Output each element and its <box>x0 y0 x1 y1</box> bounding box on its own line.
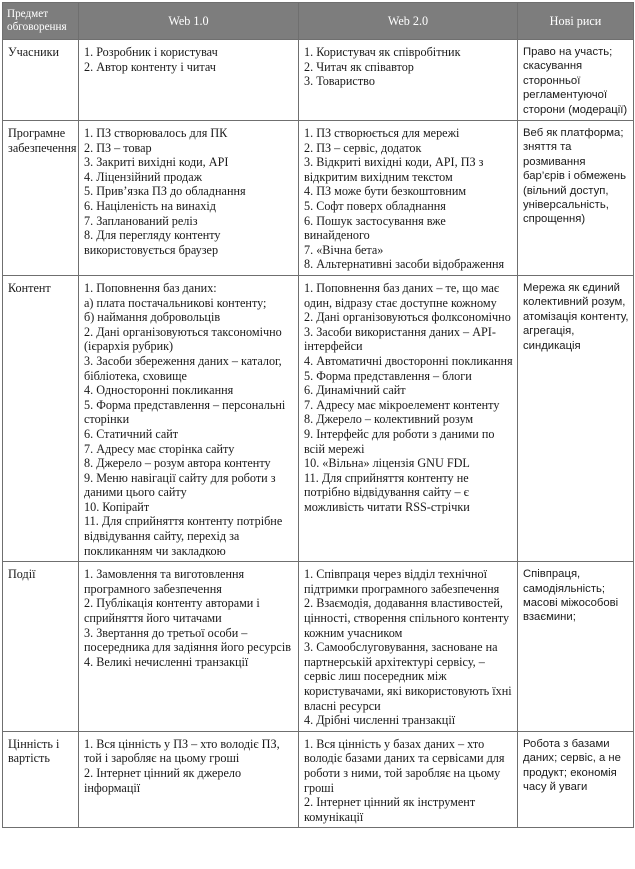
list-item: 1. Поповнення баз даних: <box>84 280 217 295</box>
list-item: 2. Інтернет цінний як інструмент комунікації <box>304 795 476 824</box>
list-item: 10. Копірайт <box>84 499 150 514</box>
list-item: 8. Альтернативні засоби відображення <box>304 257 505 272</box>
header-subject: Предмет обговорення <box>3 3 79 40</box>
list-item: 1. Розробник і користувач <box>84 45 218 59</box>
list-item: 4. Ліцензійний продаж <box>84 169 203 184</box>
list-item: б) наймання добровольців <box>84 310 221 325</box>
list-item: 4. Дрібні численні транзакції <box>304 713 456 728</box>
list-item: 4. Автоматичні двосторонні покликання <box>304 353 513 368</box>
table-row <box>3 562 634 732</box>
list-item: 2. ПЗ – товар <box>84 140 152 155</box>
list-item: 2. Читач як співавтор <box>304 59 414 74</box>
list-item: 5. Форма представлення – персональні сторінки <box>84 397 286 427</box>
header-web2: Web 2.0 <box>299 3 518 40</box>
table-row <box>3 731 634 828</box>
list-item: 1. Користувач як співробітник <box>304 45 461 59</box>
cell-new-features: Веб як платформа; зняття та розмивання бар’єрів і обмежень (вільний доступ, універсальність, спрощення) <box>518 121 634 276</box>
list-item: 6. Динамічний сайт <box>304 383 406 398</box>
list-item: 3. Відкриті вихідні коди, API, ПЗ з відкритим вихідним текстом <box>304 155 484 184</box>
cell-new-features: Співпраця, самодіяльність; масові міжособові взаємини; <box>518 562 634 732</box>
cell-new-features: Мережа як єдиний колективний розум, атомізація контенту, агрегація, синдикація <box>518 275 634 561</box>
list-item: 5. Форма представлення – блоги <box>304 368 472 383</box>
header-row <box>3 3 634 40</box>
list-item: 8. Джерело – розум автора контенту <box>84 456 271 471</box>
header-new-features: Нові риси <box>518 3 634 40</box>
list-item: 5. Прив’язка ПЗ до обладнання <box>84 184 246 199</box>
row-subject: Програмне забезпечення <box>3 121 79 276</box>
list-item: 7. Запланований реліз <box>84 213 198 228</box>
cell-web1 <box>79 731 299 828</box>
cell-web2 <box>299 40 518 121</box>
list-item: 1. ПЗ створюється для мережі <box>304 126 460 141</box>
list-item: 5. Софт поверх обладнання <box>304 199 446 213</box>
list-item: 11. Для сприйняття контенту не потрібно відвідування сайту – є можливість читати RSS-стрічки <box>304 470 470 514</box>
list-item: 9. Меню навігації сайту для роботи з даними цього сайту <box>84 470 276 500</box>
list-item: 1. Замовлення та виготовлення програмного забезпечення <box>84 567 245 596</box>
list-item: 10. «Вільна» ліцензія GNU FDL <box>304 456 470 471</box>
list-item: 2. ПЗ – сервіс, додаток <box>304 140 422 155</box>
list-item: 9. Інтерфейс для роботи з даними по всій мережі <box>304 426 495 456</box>
cell-web1 <box>79 121 299 276</box>
list-item: 2. Автор контенту і читач <box>84 59 216 74</box>
list-item: 2. Дані організовуються таксономічно (ієрархія рубрик) <box>84 324 282 354</box>
list-item: 3. Товариство <box>304 74 375 89</box>
list-item: 3. Самообслуговування, засноване на партнерській архітектурі сервісу, – сервіс лиш посередник між користувачами, які використовують їхні власні ресурси <box>304 640 512 713</box>
comparison-table <box>2 2 634 828</box>
list-item: 6. Пошук застосування вже винайденого <box>304 213 446 243</box>
list-item: 1. Співпраця через відділ технічної підтримки програмного забезпечення <box>304 567 500 596</box>
list-item: 3. Звертання до третьої особи – посередника для задіяння його ресурсів <box>84 625 291 655</box>
list-item: 2. Публікація контенту авторами і сприйняття його читачами <box>84 596 260 626</box>
cell-web1 <box>79 40 299 121</box>
list-item: а) плата постачальникові контенту; <box>84 295 267 310</box>
list-item: 4. Великі нечисленні транзакції <box>84 654 249 669</box>
list-item: 2. Взаємодія, додавання властивостей, цінності, створення спільного контенту кожним учасником <box>304 596 510 640</box>
list-item: 2. Дані організовуються фолксономічно <box>304 310 511 325</box>
list-item: 1. Вся цінність у ПЗ – хто володіє ПЗ, той і заробляє на цьому гроші <box>84 736 280 766</box>
cell-web2 <box>299 562 518 732</box>
table-row <box>3 40 634 121</box>
cell-new-features: Право на участь; скасування сторонньої регламентуючої сторони (модерації) <box>518 40 634 121</box>
header-web1: Web 1.0 <box>79 3 299 40</box>
list-item: 7. «Вічна бета» <box>304 242 384 257</box>
list-item: 3. Засоби використання даних – API-інтерфейси <box>304 324 496 354</box>
list-item: 3. Закриті вихідні коди, API <box>84 155 229 170</box>
cell-web2 <box>299 731 518 828</box>
table-header <box>3 3 634 40</box>
row-subject: Події <box>3 562 79 732</box>
row-subject: Контент <box>3 275 79 561</box>
table-row <box>3 275 634 561</box>
table-row <box>3 121 634 276</box>
cell-web2 <box>299 275 518 561</box>
table-body <box>3 40 634 828</box>
cell-new-features: Робота з базами даних; сервіс, а не продукт; економія часу й уваги <box>518 731 634 828</box>
list-item: 7. Адресу має мікроелемент контенту <box>304 397 500 412</box>
cell-web1 <box>79 562 299 732</box>
cell-web1 <box>79 275 299 561</box>
list-item: 1. Поповнення баз даних – те, що має один, відразу стає доступне кожному <box>304 280 500 310</box>
list-item: 8. Джерело – колективний розум <box>304 412 474 427</box>
list-item: 4. ПЗ може бути безкоштовним <box>304 184 467 199</box>
list-item: 2. Інтернет цінний як джерело інформації <box>84 765 242 795</box>
cell-web2 <box>299 121 518 276</box>
list-item: 11. Для сприйняття контенту потрібне відвідування сайту, перехід за покликанням чи закладкою <box>84 514 283 558</box>
list-item: 1. Вся цінність у базах даних – хто володіє базами даних та сервісами для роботи з ними, той заробляє на цьому гроші <box>304 736 505 795</box>
document-page <box>0 2 635 869</box>
list-item: 3. Засоби збереження даних – каталог, бібліотека, сховище <box>84 353 282 383</box>
list-item: 8. Для перегляду контенту використовується браузер <box>84 228 221 257</box>
row-subject: Учасники <box>3 40 79 121</box>
list-item: 1. ПЗ створювалось для ПК <box>84 126 228 141</box>
list-item: 7. Адресу має сторінка сайту <box>84 441 235 456</box>
list-item: 4. Односторонні покликання <box>84 383 234 398</box>
row-subject: Цінність і вартість <box>3 731 79 828</box>
list-item: 6. Статичний сайт <box>84 426 179 441</box>
list-item: 6. Націленість на винахід <box>84 199 216 213</box>
